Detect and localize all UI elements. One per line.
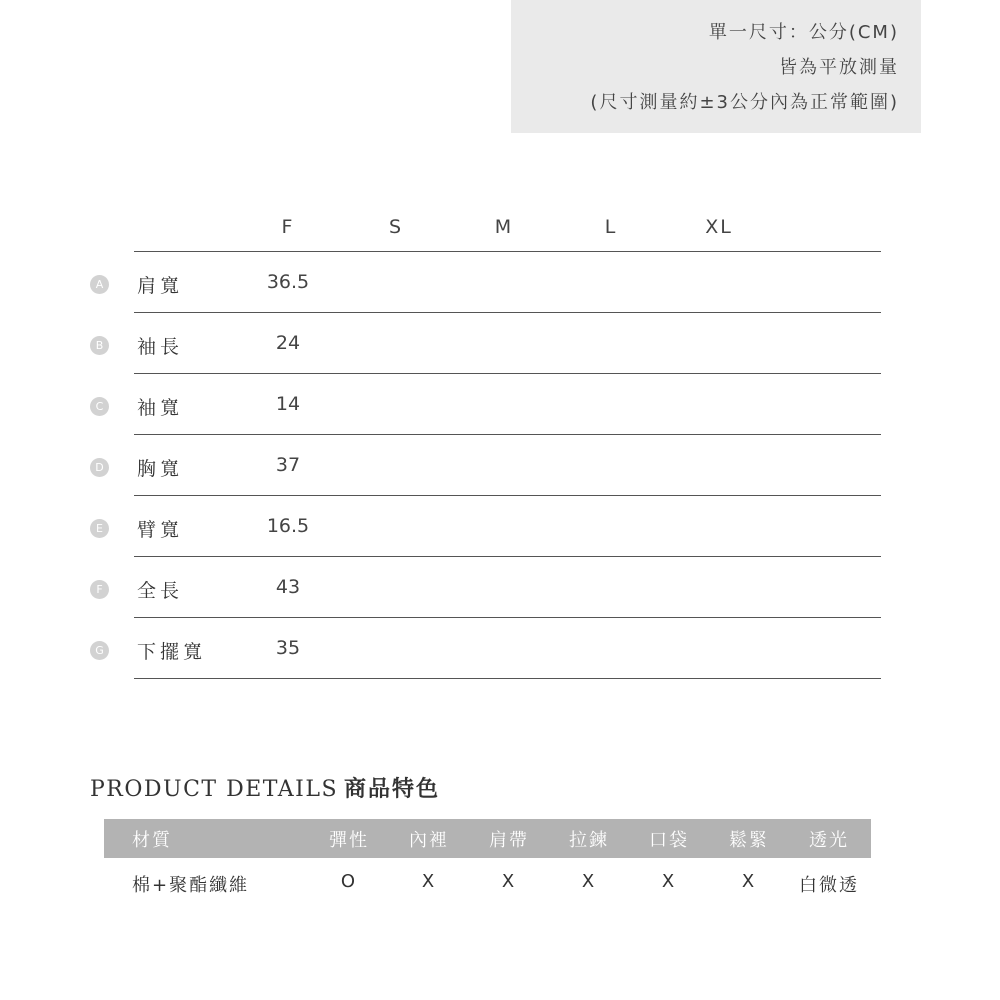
measurement-value: 16.5 [266, 515, 310, 537]
size-m: M [494, 216, 514, 238]
header-pocket: 口袋 [649, 830, 689, 851]
measurement-value: 36.5 [266, 271, 310, 293]
measurement-value: 14 [275, 393, 301, 415]
row-letter-badge: G [90, 641, 109, 660]
header-material: 材質 [132, 830, 172, 851]
measurement-value: 43 [275, 576, 301, 598]
value-lining: X [421, 871, 437, 892]
row-letter-badge: E [90, 519, 109, 538]
measurement-note [511, 0, 921, 133]
measurement-label: 胸寬 [137, 458, 184, 480]
measurement-row-shoulder [95, 252, 881, 313]
measurement-row-chest [95, 435, 881, 496]
row-letter-badge: F [90, 580, 109, 599]
details-header-row [104, 819, 871, 858]
measurement-row-sleeve-length [95, 313, 881, 374]
measurement-value: 37 [275, 454, 301, 476]
measurement-label: 袖長 [137, 336, 184, 358]
note-method: 皆為平放測量 [779, 57, 899, 78]
product-details-title [90, 772, 440, 803]
value-material: 棉+聚酯纖維 [132, 875, 250, 896]
note-unit: 單一尺寸：公分(CM) [708, 22, 899, 43]
row-letter-badge: B [90, 336, 109, 355]
value-waistband: X [741, 871, 757, 892]
measurement-value: 35 [275, 637, 301, 659]
details-value-row [104, 858, 871, 908]
header-zipper: 拉鍊 [569, 830, 609, 851]
measurement-row-arm [96, 496, 881, 557]
measurement-label: 下擺寬 [137, 641, 207, 663]
header-lining: 內裡 [409, 830, 449, 851]
size-chart [90, 210, 881, 679]
header-straps: 肩帶 [489, 830, 529, 851]
value-pocket: X [661, 871, 677, 892]
size-f: F [281, 216, 295, 238]
value-elasticity: O [340, 871, 358, 892]
header-elasticity: 彈性 [329, 830, 369, 851]
row-letter-badge: A [90, 275, 109, 294]
product-details-table [104, 819, 871, 908]
header-waistband: 鬆緊 [729, 830, 769, 851]
measurement-row-sleeve-width [95, 374, 881, 435]
value-zipper: X [581, 871, 597, 892]
size-s: S [388, 216, 404, 238]
measurement-value: 24 [275, 332, 301, 354]
measurement-label: 全長 [137, 580, 184, 602]
row-letter-badge: D [90, 458, 109, 477]
measurement-row-length [96, 557, 881, 618]
measurement-label: 袖寬 [137, 397, 184, 419]
size-l: L [604, 216, 618, 238]
value-straps: X [501, 871, 517, 892]
size-xl: XL [705, 216, 733, 238]
measurement-label: 臂寬 [137, 519, 184, 541]
measurement-label: 肩寬 [137, 275, 184, 297]
value-sheerness: 白微透 [799, 875, 859, 896]
size-header-row [134, 210, 881, 252]
row-letter-badge: C [90, 397, 109, 416]
details-title-en: PRODUCT DETAILS [90, 777, 339, 802]
note-tolerance: (尺寸測量約±3公分內為正常範圍) [590, 92, 899, 113]
header-sheerness: 透光 [809, 830, 849, 851]
measurement-row-hem [95, 618, 881, 679]
details-title-zh: 商品特色 [344, 777, 441, 802]
